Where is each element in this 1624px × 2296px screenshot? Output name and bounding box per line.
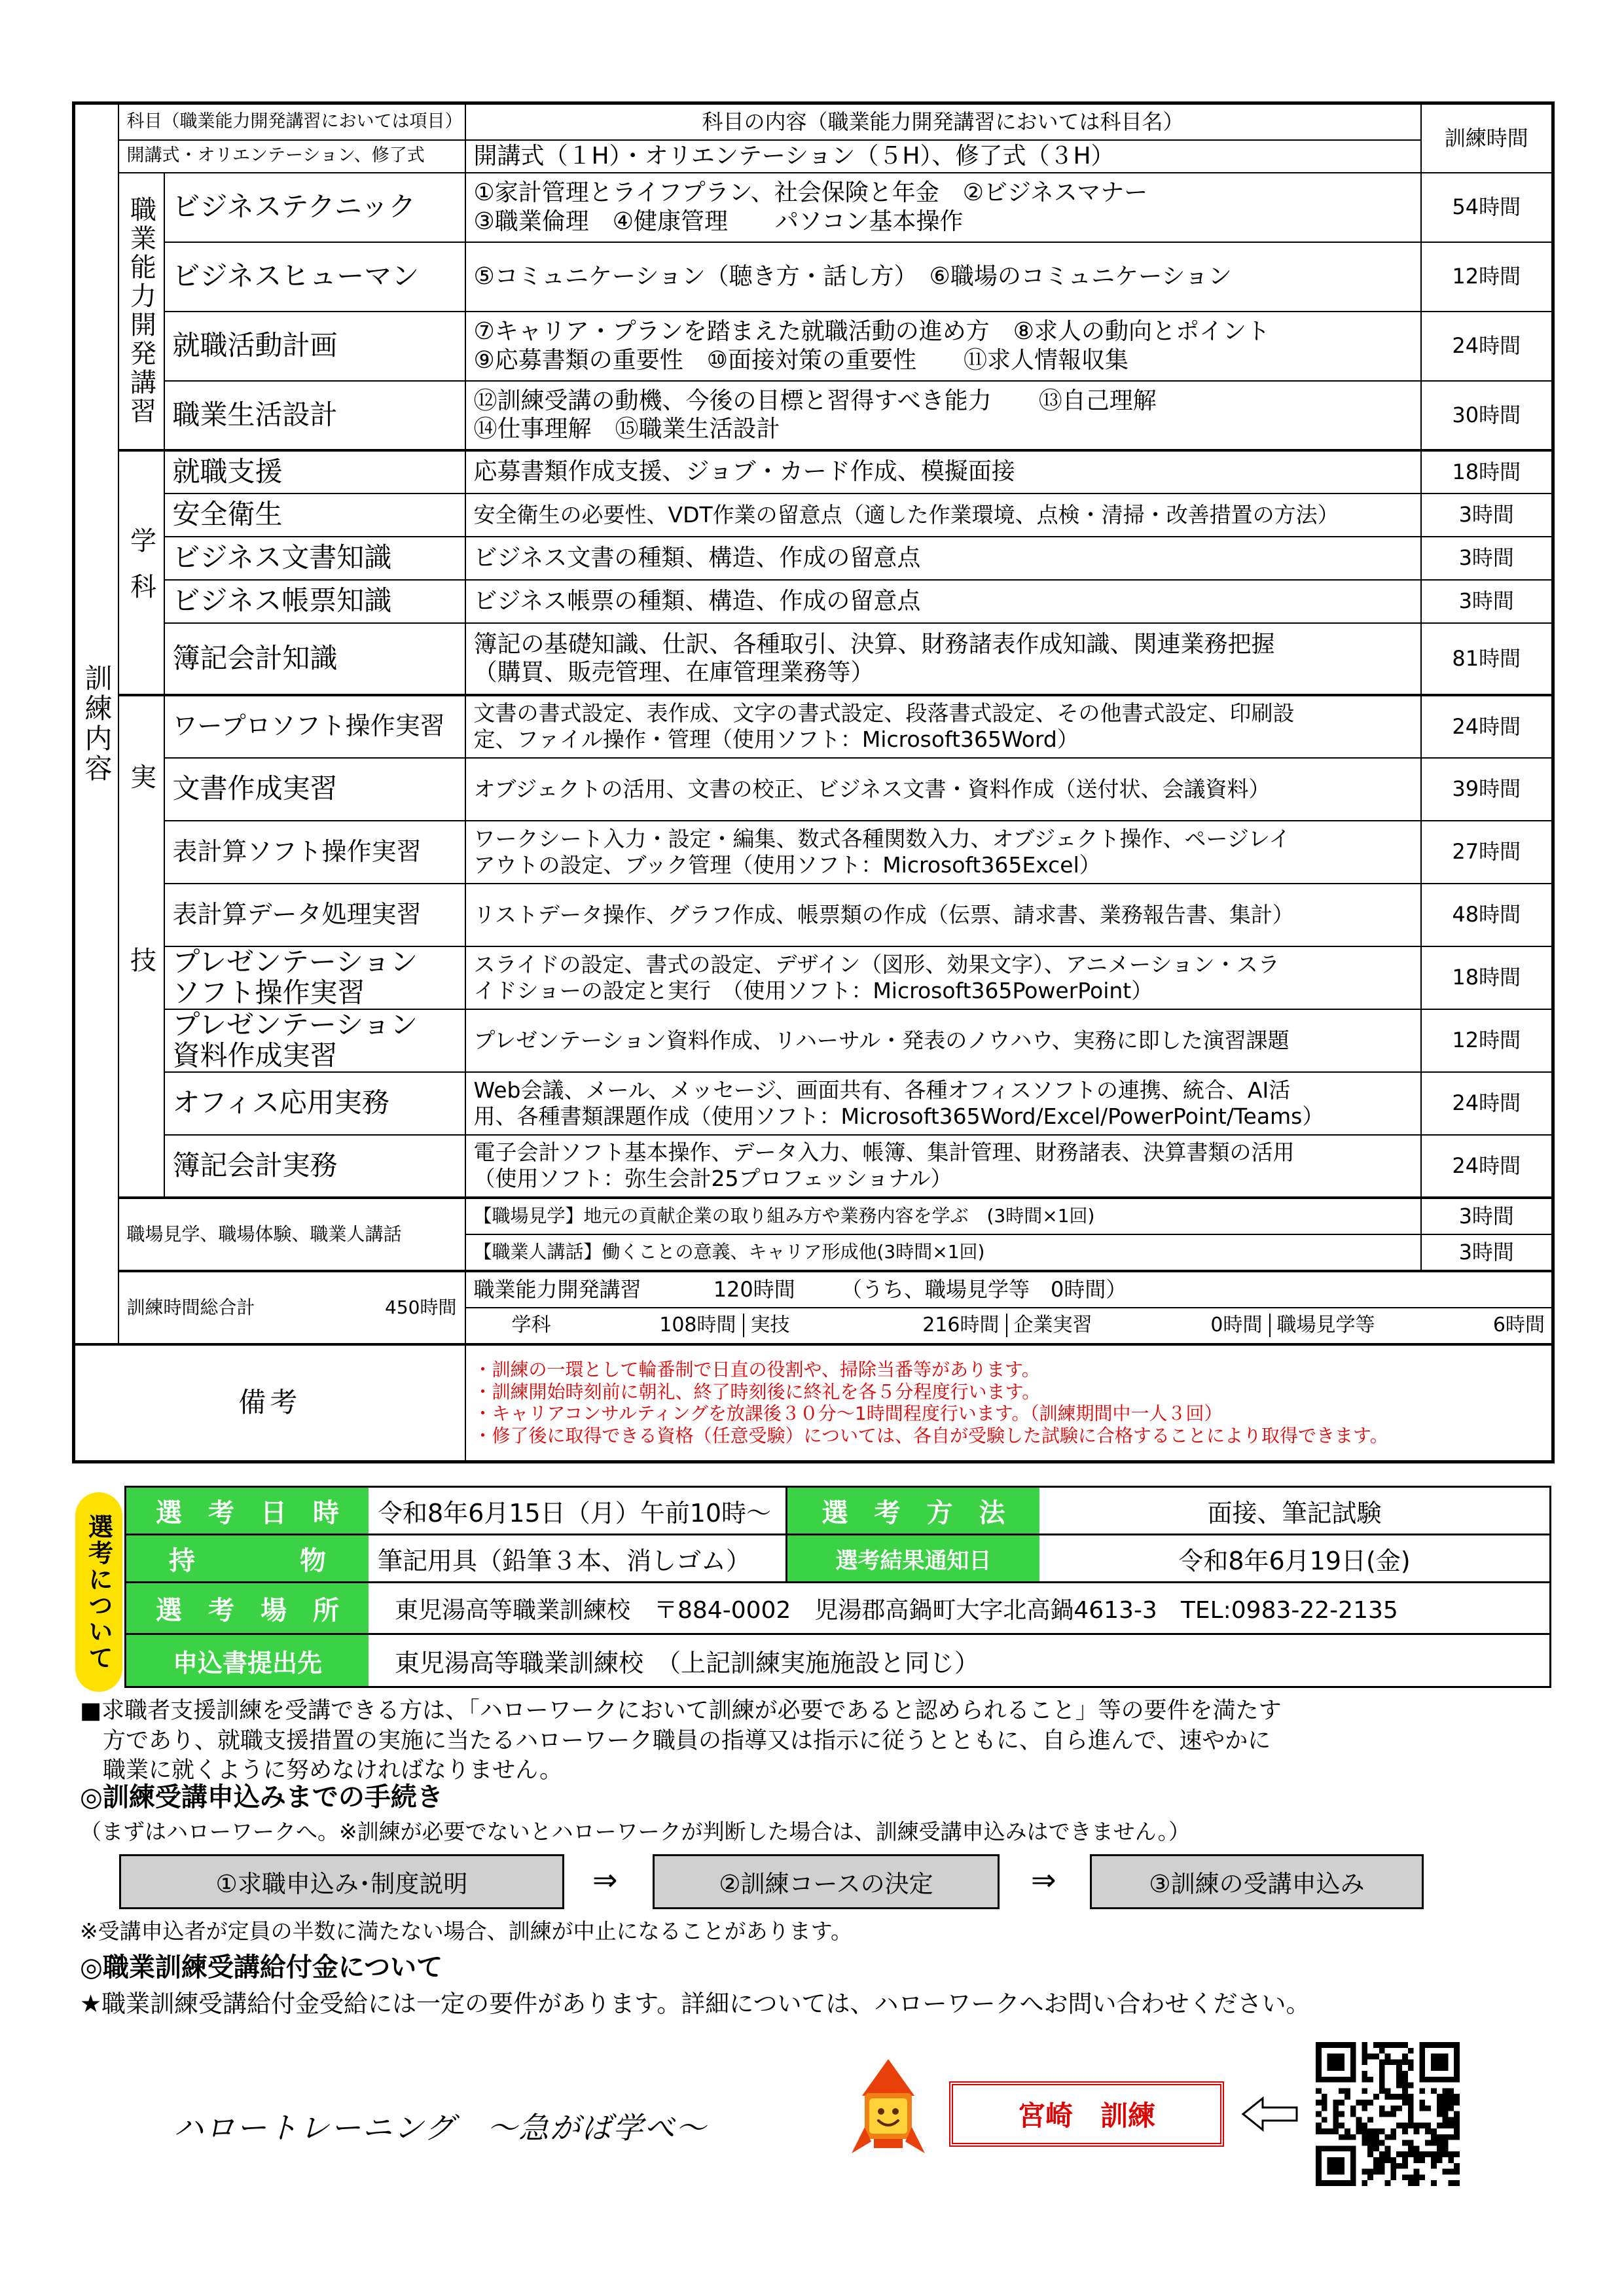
visit-hours: 3時間 — [1421, 1234, 1553, 1271]
subject-name: 表計算データ処理実習 — [164, 884, 465, 946]
subject-name: 就職活動計画 — [164, 312, 465, 381]
subject-name: ビジネス帳票知識 — [164, 580, 465, 623]
visit-content: 【職業人講話】働くことの意義、キャリア形成他(3時間×1回) — [465, 1234, 1421, 1271]
step-1-box: ①求職申込み･制度説明 — [119, 1854, 564, 1909]
opening-label: 開講式・オリエンテーション、修了式 — [118, 140, 465, 173]
subject-content: ①家計管理とライフプラン、社会保険と年金 ②ビジネスマナー ③職業倫理 ④健康管理 パソコン基本操作 — [465, 173, 1421, 242]
subject-name: 職業生活設計 — [164, 381, 465, 450]
subject-column-header: 科目（職業能力開発講習においては項目） — [118, 103, 465, 140]
kaihatsu-group-label: 職業能力開発講習 — [118, 173, 164, 450]
benefit-text: ★職業訓練受講給付金受給には一定の要件があります。詳細については、ハローワークへお問い合わせください。 — [80, 1990, 1310, 2018]
subject-name: ビジネス文書知識 — [164, 537, 465, 580]
selection-row-submit — [124, 1633, 1551, 1688]
subject-content: ワークシート入力・設定・編集、数式各種関数入力、オブジェクト操作、ページレイ アウトの設定、ブック管理（使用ソフト：Microsoft365Excel） — [465, 821, 1421, 884]
search-keyword-box: 宮崎 訓練 — [949, 2081, 1224, 2147]
subject-hours: 12時間 — [1421, 1009, 1553, 1072]
subject-content: プレゼンテーション資料作成、リハーサル・発表のノウハウ、実務に即した演習課題 — [465, 1009, 1421, 1072]
benefit-heading: ◎職業訓練受講給付金について — [80, 1952, 443, 1982]
date-label: 選 考 日 時 — [126, 1488, 369, 1534]
subject-hours: 39時間 — [1421, 758, 1553, 821]
jitsugi-group-label: 実技 — [118, 695, 164, 1198]
selection-row-place — [124, 1581, 1551, 1635]
total-value: 450時間 — [385, 1296, 457, 1318]
breakdown-label: 実技 — [750, 1314, 790, 1336]
qr-code-icon — [1316, 2042, 1460, 2186]
subject-name: 簿記会計実務 — [164, 1135, 465, 1198]
notify-label: 選考結果通知日 — [787, 1535, 1039, 1581]
items-label: 持 物 — [126, 1535, 369, 1581]
subject-content: オブジェクトの活用、文書の校正、ビジネス文書・資料作成（送付状、会議資料） — [465, 758, 1421, 821]
subject-name: オフィス応用実務 — [164, 1072, 465, 1135]
method-label: 選 考 方 法 — [787, 1488, 1039, 1534]
subject-hours: 18時間 — [1421, 450, 1553, 493]
subject-content: 簿記の基礎知識、仕訳、各種取引、決算、財務諸表作成知識、関連業務把握 （購買、販売管理、在庫管理業務等） — [465, 623, 1421, 695]
place-label: 選 考 場 所 — [126, 1583, 369, 1633]
total-label-text: 訓練時間総合計 — [126, 1296, 255, 1318]
subject-content: ⑫訓練受講の動機、今後の目標と習得すべき能力 ⑬自己理解 ⑭仕事理解 ⑮職業生活設計 — [465, 381, 1421, 450]
slogan: ハロートレーニング ～急がば学べ～ — [173, 2110, 708, 2145]
subject-name: プレゼンテーション 資料作成実習 — [164, 1009, 465, 1072]
subject-hours: 48時間 — [1421, 884, 1553, 946]
breakdown-label: 学科 — [511, 1314, 551, 1336]
subject-content: ビジネス文書の種類、構造、作成の留意点 — [465, 537, 1421, 580]
subject-content: スライドの設定、書式の設定、デザイン（図形、効果文字）、アニメーション・スラ イドショーの設定と実行 （使用ソフト：Microsoft365PowerPoint） — [465, 946, 1421, 1009]
breakdown-value: 0時間 — [1210, 1314, 1263, 1336]
subject-hours: 3時間 — [1421, 580, 1553, 623]
subject-content: 電子会計ソフト基本操作、データ入力、帳簿、集計管理、財務諸表、決算書類の活用 （使用ソフト：弥生会計25プロフェッショナル） — [465, 1135, 1421, 1198]
visit-label: 職場見学、職場体験、職業人講話 — [118, 1198, 465, 1271]
items-value: 筆記用具（鉛筆３本、消しゴム） — [369, 1535, 787, 1581]
step-arrow-2: ⇒ — [1031, 1862, 1056, 1897]
subject-content: 応募書類作成支援、ジョブ・カード作成、模擬面接 — [465, 450, 1421, 493]
visit-content: 【職場見学】地元の貢献企業の取り組み方や業務内容を学ぶ (3時間×1回) — [465, 1198, 1421, 1234]
procedure-subtext: （まずはハローワークへ。※訓練が必要でないとハローワークが判断した場合は、訓練受講申込みはできません。） — [80, 1819, 1191, 1844]
kaihatsu-total-line: 職業能力開発講習 120時間 （うち、職場見学等 0時間） — [465, 1271, 1553, 1308]
subject-content: ⑤コミュニケーション（聴き方・話し方） ⑥職場のコミュニケーション — [465, 242, 1421, 312]
subject-content: リストデータ操作、グラフ作成、帳票類の作成（伝票、請求書、業務報告書、集計） — [465, 884, 1421, 946]
subject-name: 文書作成実習 — [164, 758, 465, 821]
total-label — [118, 1271, 465, 1344]
arrow-left-icon — [1240, 2094, 1299, 2134]
training-content-label: 訓練内容 — [74, 103, 118, 1344]
notify-value: 令和8年6月19日(金) — [1178, 1546, 1411, 1575]
subject-name: ビジネステクニック — [164, 173, 465, 242]
remarks-label: 備考 — [74, 1344, 465, 1462]
subject-name: ワープロソフト操作実習 — [164, 695, 465, 758]
submit-value: 東児湯高等職業訓練校 （上記訓練実施施設と同じ） — [395, 1648, 980, 1677]
hours-breakdown — [465, 1308, 1553, 1344]
visit-hours: 3時間 — [1421, 1198, 1553, 1234]
date-value: 令和8年6月15日（月）午前10時～ — [369, 1488, 787, 1534]
subject-name: 表計算ソフト操作実習 — [164, 821, 465, 884]
pencil-mascot-icon — [848, 2055, 929, 2160]
procedure-heading: ◎訓練受講申込みまでの手続き — [80, 1782, 443, 1812]
breakdown-value: 6時間 — [1492, 1314, 1545, 1336]
subject-name: プレゼンテーション ソフト操作実習 — [164, 946, 465, 1009]
subject-content: ビジネス帳票の種類、構造、作成の留意点 — [465, 580, 1421, 623]
place-value: 東児湯高等職業訓練校 〒884-0002 児湯郡高鍋町大字北高鍋4613-3 TEL:0983-22-2135 — [395, 1596, 1398, 1624]
subject-hours: 3時間 — [1421, 493, 1553, 537]
subject-hours: 81時間 — [1421, 623, 1553, 695]
subject-hours: 24時間 — [1421, 312, 1553, 381]
support-notice: ■求職者支援訓練を受講できる方は、「ハローワークにおいて訓練が必要であると認められること」等の要件を満たす 方であり、就職支援措置の実施に当たるハローワーク職員の指導又は指示に従うとともに、自ら進んで、速やかに 職業に就くように努めなければなりません。 — [80, 1698, 1282, 1784]
subject-hours: 54時間 — [1421, 173, 1553, 242]
content-column-header: 科目の内容（職業能力開発講習においては科目名） — [465, 103, 1421, 140]
subject-hours: 24時間 — [1421, 1072, 1553, 1135]
breakdown-value: 108時間 — [659, 1314, 736, 1336]
subject-hours: 3時間 — [1421, 537, 1553, 580]
breakdown-value: 216時間 — [922, 1314, 1000, 1336]
procedure-note: ※受講申込者が定員の半数に満たない場合、訓練が中止になることがあります。 — [80, 1918, 853, 1944]
remarks-notes: ・訓練の一環として輪番制で日直の役割や、掃除当番等があります。 ・訓練開始時刻前に朝礼、終了時刻後に終礼を各５分程度行います。 ・キャリアコンサルティングを放課後３０分～1時間程度行います。（訓練期間中一人３回） ・修了後に取得できる資格（任意受験）については、各自が受験した試験に合格することにより取得できます。 — [465, 1344, 1553, 1462]
gakka-group-label: 学科 — [118, 450, 164, 695]
subject-content: Web会議、メール、メッセージ、画面共有、各種オフィスソフトの連携、統合、AI活 用、各種書類課題作成（使用ソフト：Microsoft365Word/Excel/PowerPoint/Teams） — [465, 1072, 1421, 1135]
subject-content: ⑦キャリア・プランを踏まえた就職活動の進め方 ⑧求人の動向とポイント ⑨応募書類の重要性 ⑩面接対策の重要性 ⑪求人情報収集 — [465, 312, 1421, 381]
subject-hours: 27時間 — [1421, 821, 1553, 884]
selection-row-items — [124, 1534, 1551, 1583]
submit-label: 申込書提出先 — [126, 1635, 369, 1686]
selection-row-date — [124, 1486, 1551, 1535]
selection-pill: 選考について — [75, 1492, 122, 1692]
step-arrow-1: ⇒ — [592, 1862, 618, 1897]
opening-content: 開講式（１H）・オリエンテーション（５H）、修了式（３H） — [465, 140, 1421, 173]
subject-hours: 24時間 — [1421, 695, 1553, 758]
subject-hours: 24時間 — [1421, 1135, 1553, 1198]
subject-content: 文書の書式設定、表作成、文字の書式設定、段落書式設定、その他書式設定、印刷設 定、ファイル操作・管理（使用ソフト：Microsoft365Word） — [465, 695, 1421, 758]
subject-hours: 12時間 — [1421, 242, 1553, 312]
step-3-box: ③訓練の受講申込み — [1090, 1854, 1424, 1909]
hours-column-header: 訓練時間 — [1421, 103, 1553, 173]
subject-name: 簿記会計知識 — [164, 623, 465, 695]
subject-hours: 30時間 — [1421, 381, 1553, 450]
subject-name: ビジネスヒューマン — [164, 242, 465, 312]
subject-name: 就職支援 — [164, 450, 465, 493]
curriculum-table — [72, 101, 1555, 1463]
method-value: 面接、筆記試験 — [1207, 1498, 1382, 1528]
step-2-box: ②訓練コースの決定 — [653, 1854, 1000, 1909]
subject-hours: 18時間 — [1421, 946, 1553, 1009]
breakdown-label: 職場見学等 — [1276, 1314, 1375, 1336]
subject-content: 安全衛生の必要性、VDT作業の留意点（適した作業環境、点検・清掃・改善措置の方法） — [465, 493, 1421, 537]
breakdown-label: 企業実習 — [1013, 1314, 1092, 1336]
subject-name: 安全衛生 — [164, 493, 465, 537]
